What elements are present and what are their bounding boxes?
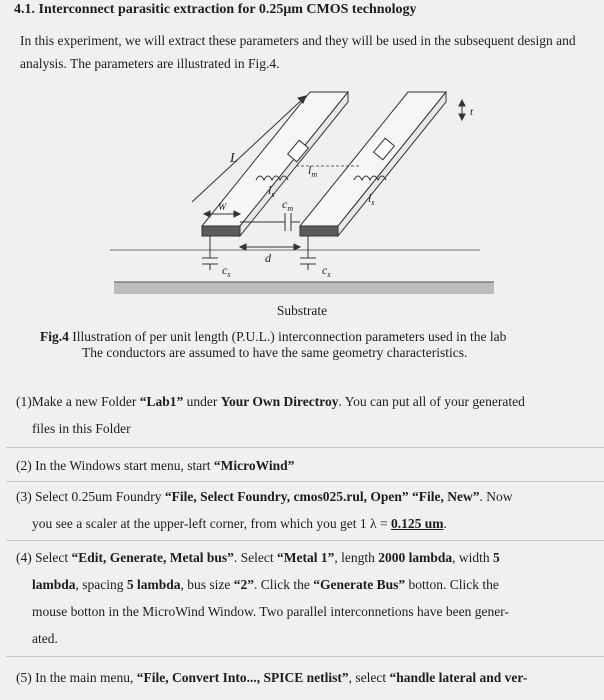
step-5: (5) In the main menu, “File, Convert Into..., SPICE netlist”, select “handle lateral and ver- [16, 670, 528, 685]
figure-caption: Fig.4 Illustration of per unit length (P.U.L.) interconnection parameters used in the lab The conductors are assumed to have the same geometry characteristics. [40, 329, 507, 360]
label-self-inductance-right: $l_s$ [368, 191, 375, 207]
ground-capacitor-right [300, 236, 316, 270]
step-3: (3) Select 0.25um Foundry “File, Select Foundry, cmos025.rul, Open” “File, New”. Now you see a scaler at the upper-left corner, from which you get 1 λ = 0.125 um. [16, 489, 513, 531]
substrate-label: Substrate [276, 303, 328, 318]
step-1: (1)Make a new Folder “Lab1” under Your Own Directroy. You can put all of your generated files in this Folder [16, 394, 525, 436]
label-mutual-capacitance: $c_m$ [282, 197, 294, 213]
thickness-arrow [459, 100, 465, 120]
step-4: (4) Select “Edit, Generate, Metal bus”. Select “Metal 1”, length 2000 lambda, width 5 lambda, spacing 5 lambda, bus size “2”. Click the “Generate Bus” botton. Click the mouse botton in the MicroWind Window. Two parallel interconnetions have been gener- ated. [16, 550, 509, 646]
section-heading: 4.1. Interconnect parasitic extraction for 0.25μm CMOS technology [14, 2, 417, 17]
intro-paragraph: In this experiment, we will extract these parameters and they will be used in the subsequent design and analysis. The parameters are illustrated in Fig.4. [20, 33, 576, 71]
spacing-arrow [240, 244, 300, 250]
substrate-block [114, 282, 494, 294]
label-ground-capacitance-right: $c_s$ [322, 263, 331, 279]
label-width: W [218, 202, 227, 213]
label-ground-capacitance-left: $c_s$ [222, 263, 231, 279]
label-thickness: t [470, 106, 474, 118]
label-self-inductance-left: $l_s$ [268, 183, 275, 199]
label-length: L [230, 151, 238, 166]
label-spacing: d [265, 251, 271, 265]
interconnect-diagram [110, 82, 500, 302]
ground-capacitor-left [202, 236, 218, 270]
label-mutual-inductance: $l_m$ [308, 163, 318, 179]
step-2: (2) In the Windows start menu, start “MicroWind” [16, 458, 295, 473]
